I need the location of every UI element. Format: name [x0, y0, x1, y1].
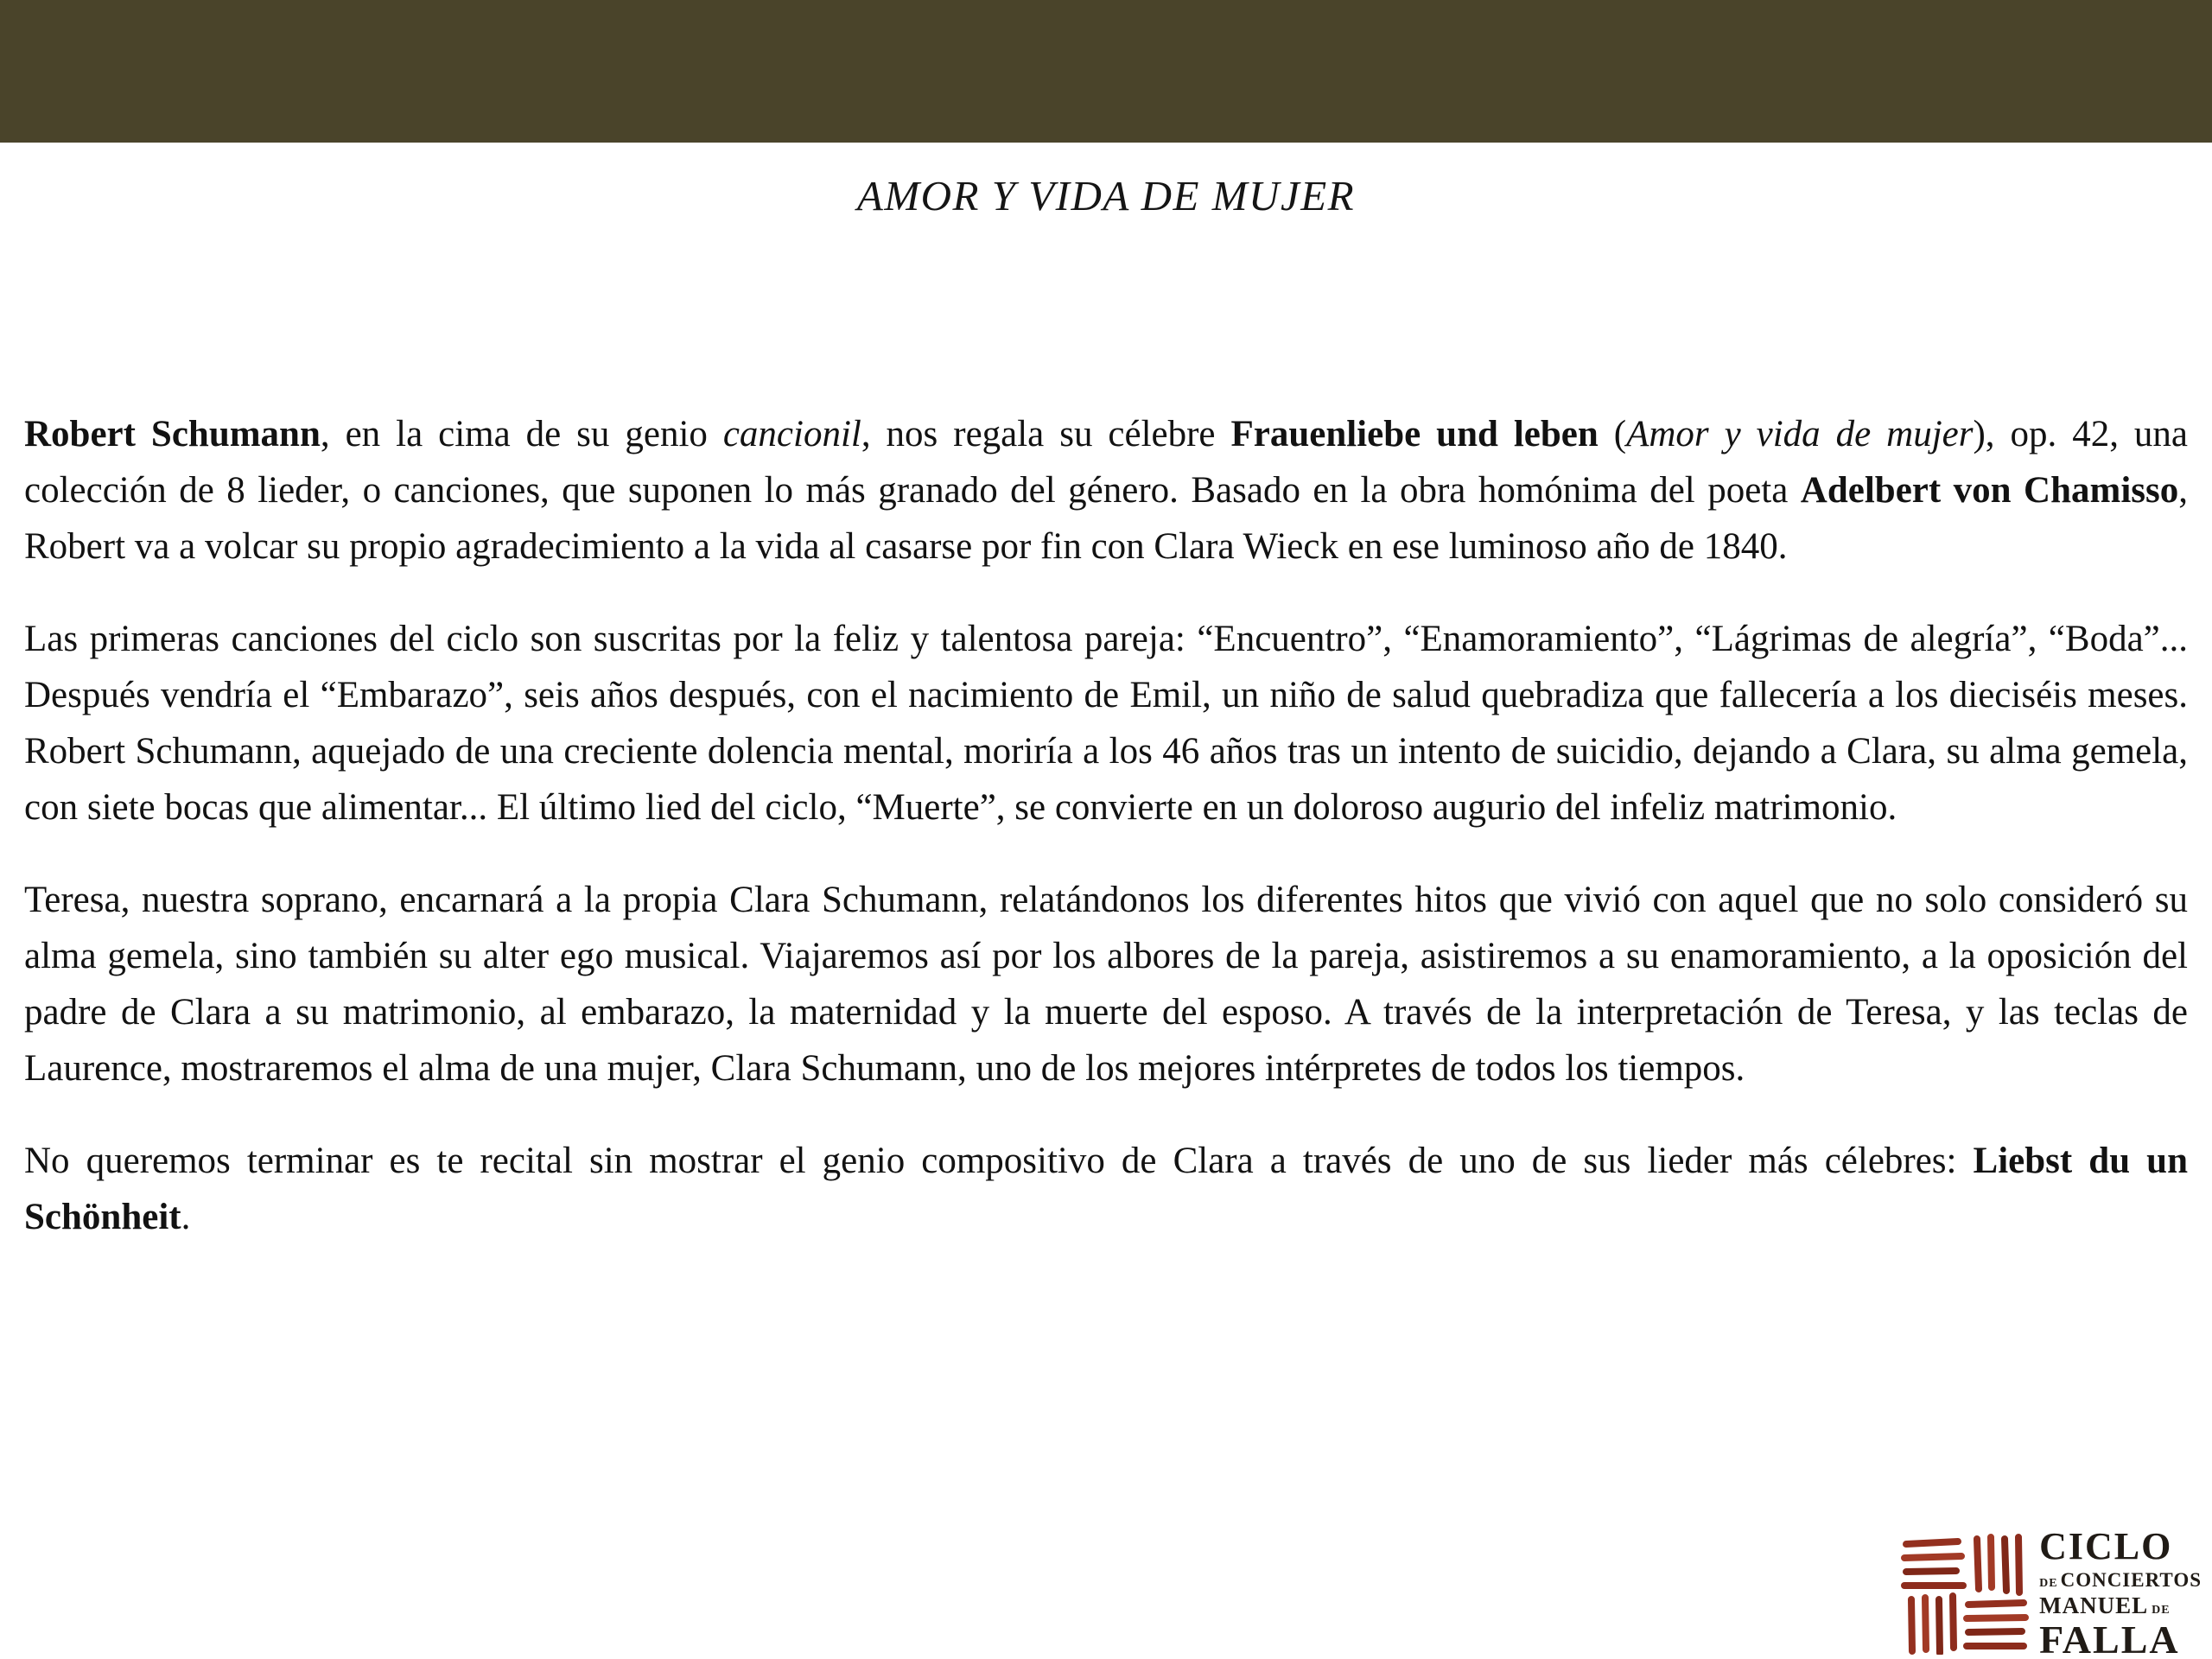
text-segment: Las primeras canciones del ciclo son suscritas por la feliz y talentosa pareja: “Encuentro”, “Enamoramiento”, “Lágrimas de alegría”, “Boda”... Después vendría el “Embarazo”, seis años después, con el nacimiento de Emil, un niño de salud quebradiza que fallecería a los dieciséis meses. Robert Schumann, aquejado de una creciente dolencia mental, moriría a los 46 años tras un intento de suicidio, dejando a Clara, su alma gemela, con siete bocas que alimentar... El último lied del ciclo, “Muerte”, se convierte en un doloroso augurio del infeliz matrimonio.	[24, 619, 2188, 828]
paragraph	[24, 872, 2188, 1096]
text-segment: , en la cima de su genio	[320, 414, 723, 454]
text-segment: (	[1598, 414, 1627, 454]
header-bar	[0, 0, 2212, 143]
text-segment: cancionil	[722, 414, 861, 454]
text-segment: .	[181, 1197, 191, 1237]
logo-text	[2039, 1525, 2202, 1659]
ciclo-manuel-de-falla-logo	[1901, 1525, 2202, 1659]
text-segment: Amor y vida de mujer	[1626, 414, 1974, 454]
text-segment: ), op. 42, una colección de 8 lieder, o canciones, que suponen lo más granado del género. Basado en la obra homónima del poeta	[24, 414, 2188, 511]
logo-word-conciertos: DE CONCIERTOS	[2039, 1569, 2202, 1591]
text-segment: , Robert va a volcar su propio agradecimiento a la vida al casarse por fin con Clara Wieck en ese luminoso año de 1840.	[24, 470, 2188, 567]
paragraph	[24, 406, 2188, 575]
logo-word-manuel: MANUEL DE	[2039, 1592, 2171, 1618]
logo-word-falla: FALLA	[2039, 1618, 2180, 1659]
brushstroke-pattern-icon	[1901, 1534, 2031, 1655]
text-segment: Frauenliebe und leben	[1230, 414, 1599, 454]
article-body	[24, 406, 2188, 1281]
paragraph	[24, 1133, 2188, 1245]
text-segment: Adelbert von Chamisso	[1800, 470, 2179, 511]
page-title: AMOR Y VIDA DE MUJER	[856, 172, 1356, 219]
text-segment: Liebst du un Schönheit	[24, 1141, 2188, 1237]
text-segment: Robert Schumann	[24, 414, 321, 454]
text-segment: No queremos terminar es te recital sin mostrar el genio compositivo de Clara a través de uno de sus lieder más célebres:	[24, 1141, 1974, 1181]
paragraph	[24, 611, 2188, 836]
logo-word-ciclo: CICLO	[2039, 1525, 2173, 1567]
text-segment: Teresa, nuestra soprano, encarnará a la propia Clara Schumann, relatándonos los diferentes hitos que vivió con aquel que no solo consideró su alma gemela, sino también su alter ego musical. Viajaremos así por los albores de la pareja, asistiremos a su enamoramiento, a la oposición del padre de Clara a su matrimonio, al embarazo, la maternidad y la muerte del esposo. A través de la interpretación de Teresa, y las teclas de Laurence, mostraremos el alma de una mujer, Clara Schumann, uno de los mejores intérpretes de todos los tiempos.	[24, 880, 2188, 1089]
text-segment: , nos regala su célebre	[861, 414, 1231, 454]
